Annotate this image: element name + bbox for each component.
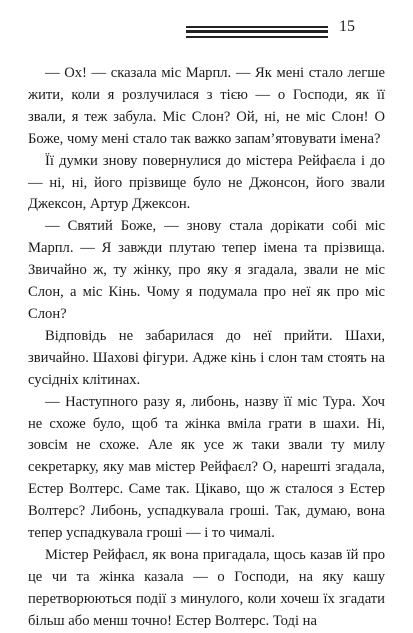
header-rule-line-middle [186,30,328,33]
body-text [28,63,385,633]
paragraph: Відповідь не забарилася до неї прийти. Шахи, звичайно. Шахові фігури. Адже кінь і слон там стоять на сусідніх клітинах. [28,327,385,388]
paragraph: Містер Рейфаєл, як вона пригадала, щось казав їй про це чи та жінка казала — о Господи, на яку кашу перетворюються події з минулого, коли хочеш їх згадати більш або менш точно! Естер Волтерс. Тоді на [28,546,385,629]
page-number: 15 [339,18,355,35]
paragraph: — Ох! — сказала міс Марпл. — Як мені стало легше жити, коли я розлучилася з тією — о Господи, як її звали, я теж забула. Міс Слон? Ой, ні, не міс Слон! О Боже, чому мені стало так важко запам’ятовувати імена? [28,65,385,147]
header-rule-line-bottom [186,36,328,38]
paragraph: Її думки знову повернулися до містера Рейфаєла і до — ні, ні, його прізвище було не Джонсон, його звали Джексон, Артур Джексон. [28,152,385,213]
paragraph: — Наступного разу я, либонь, назву її міс Тура. Хоч не схоже було, щоб та жінка вміла грати в шахи. Ні, зовсім не схоже. Але як усе ж таки звали ту милу секретарку, яку мав містер Рейфаєл? О, нарешті згадала, Естер Волтерс. Саме так. Цікаво, що ж сталося з Естер Волтерс? Либонь, успадкувала гроші. Так, думаю, вона тепер успадкувала гроші — і то чималі. [28,393,385,542]
header-rule-line-top [186,26,328,28]
paragraph: — Святий Боже, — знову стала дорікати собі міс Марпл. — Я завжди плутаю тепер імена та прізвища. Звичайно ж, ту жінку, про яку я згадала, звали не міс Слон, а міс Кінь. Чому я подумала про неї як про міс Слон? [28,218,385,322]
header-rule [186,26,328,40]
